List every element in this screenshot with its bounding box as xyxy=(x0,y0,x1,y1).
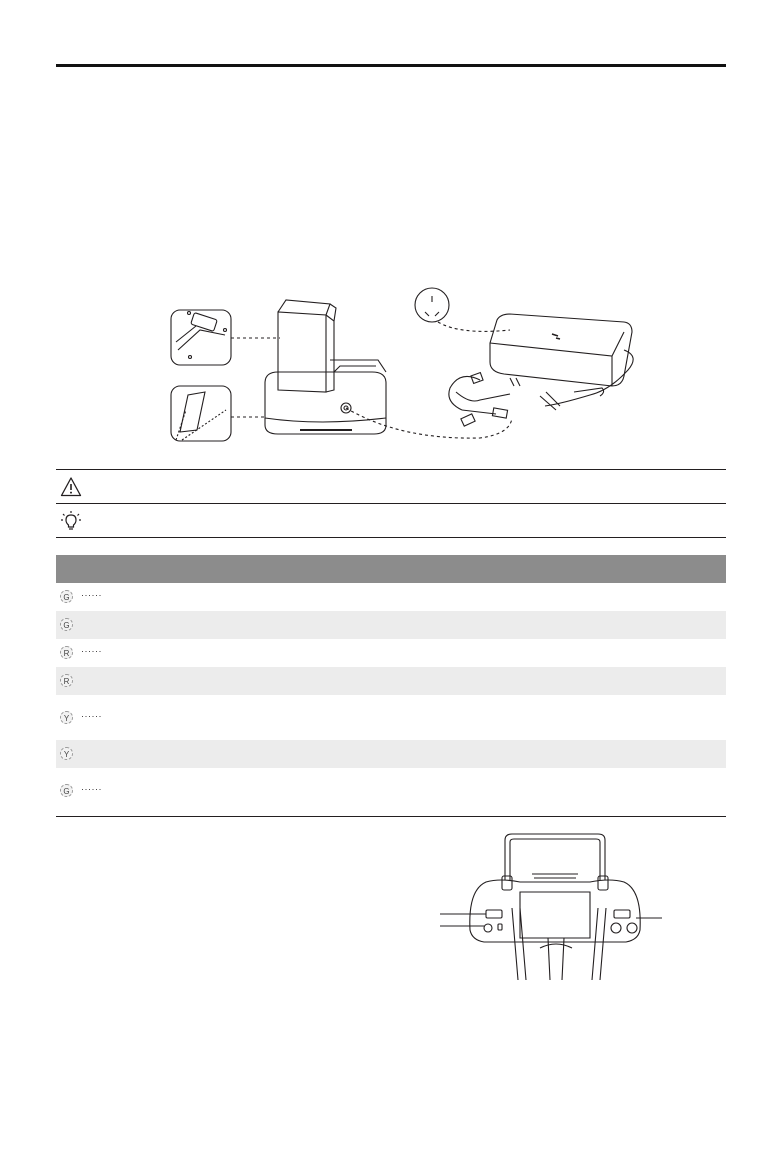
led-indicator-icon: Y xyxy=(60,747,73,760)
remote-controller-illustration xyxy=(440,830,670,985)
warning-icon xyxy=(60,476,82,498)
blink-indicator: ······ xyxy=(81,784,102,794)
led-indicator-icon: G xyxy=(60,618,73,631)
wall-outlet-icon xyxy=(415,288,449,322)
intelligent-battery xyxy=(278,300,336,392)
hub-port-inset xyxy=(171,386,231,441)
notice-divider xyxy=(56,537,726,538)
table-bottom-rule xyxy=(56,816,726,817)
led-indicator-icon: G xyxy=(60,590,73,603)
lightbulb-icon xyxy=(60,510,82,532)
led-row xyxy=(56,611,726,639)
led-indicator-icon: R xyxy=(60,646,73,659)
led-indicator-icon: R xyxy=(60,674,73,687)
battery-contact-inset xyxy=(171,310,231,365)
warning-notice xyxy=(56,469,726,503)
led-row xyxy=(56,639,726,667)
power-cable xyxy=(449,373,604,427)
led-indicator-icon: G xyxy=(60,784,73,797)
blink-indicator: ······ xyxy=(81,711,102,721)
led-row xyxy=(56,583,726,611)
led-row xyxy=(56,768,726,813)
led-row xyxy=(56,695,726,740)
charging-hub-illustration xyxy=(0,0,782,460)
led-indicator-icon: Y xyxy=(60,711,73,724)
led-row xyxy=(56,740,726,768)
blink-indicator: ······ xyxy=(81,646,102,656)
led-row xyxy=(56,667,726,695)
led-table-header xyxy=(56,555,726,583)
power-adapter xyxy=(490,314,633,406)
led-status-table xyxy=(56,555,726,813)
blink-indicator: ······ xyxy=(81,590,102,600)
tip-notice xyxy=(56,503,726,537)
